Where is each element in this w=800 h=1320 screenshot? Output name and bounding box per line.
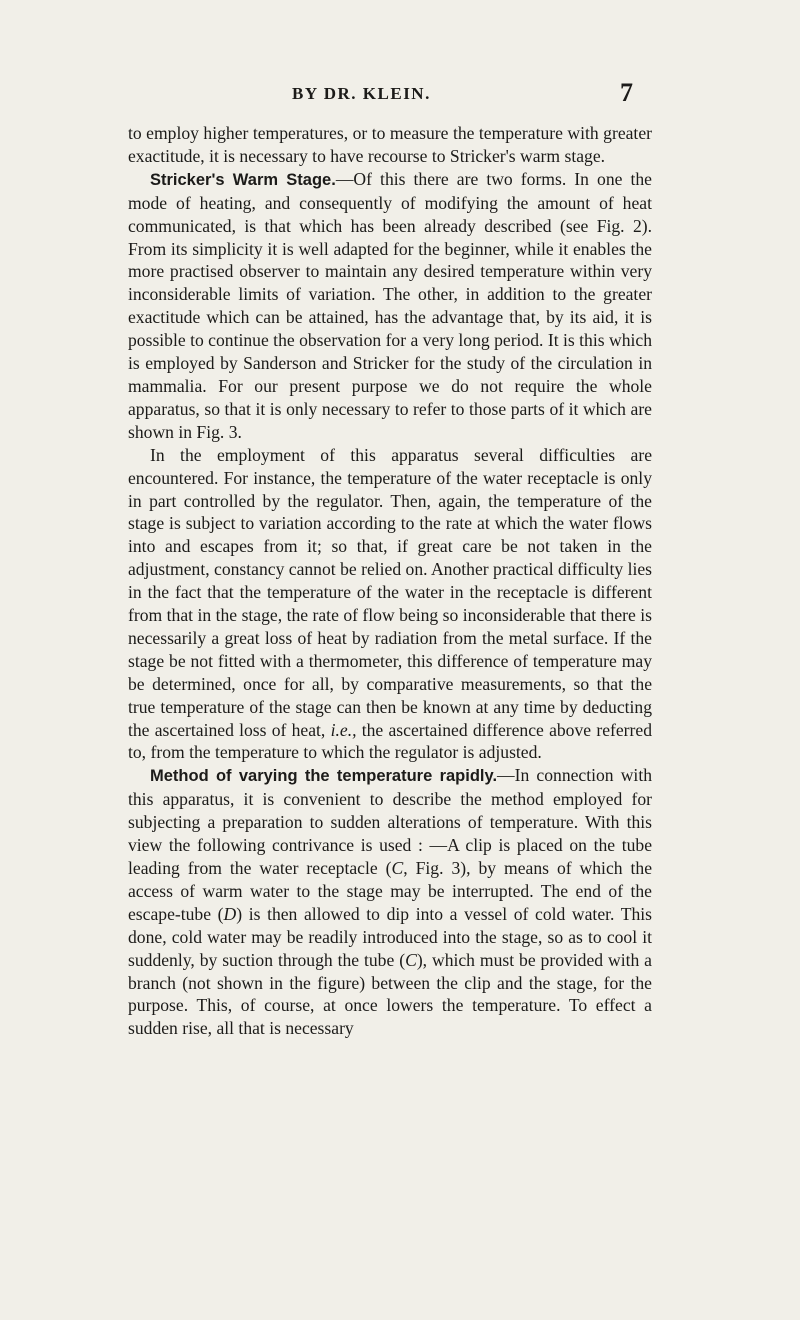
paragraph-text: —Of this there are two forms. In one the mode of heating, and consequently of modifying the amount of heat communicated, is that which has been already described (see Fig. 2). From its simplicity it is well adapted for the beginner, while it enables the more practised observer to maintain any desired temperature within very inconsiderable limits of variation. The other, in addition to the greater exactitude which can be attained, has the advantage that, by its aid, it is possible to continue the observation for a very long period. It is this which is employed by Sanderson and Stricker for the study of the circulation in mammalia. For our present purpose we do not require the whole apparatus, so that it is only necessary to refer to those parts of it which are shown in Fig. 3. xyxy=(128,168,652,442)
section-heading-rapid-method: Method of varying the temperature rapidly. xyxy=(150,767,498,786)
paragraph-rapid-method xyxy=(128,764,652,1040)
paragraph-continuation xyxy=(128,122,652,168)
body-text xyxy=(128,122,652,1040)
running-head: BY DR. KLEIN. xyxy=(292,84,431,103)
figure-letter: D xyxy=(223,903,237,924)
paragraph-text: ) is then allowed to dip into a vessel of cold water. This done, cold water may be readily introduced into the stage, so as to cool it suddenly, by suction through the tube ( xyxy=(128,903,652,970)
figure-letter: C xyxy=(391,858,404,878)
paragraph-difficulties xyxy=(128,444,652,765)
paragraph-text: to employ higher temperatures, or to measure the temperature with greater exactitude, it is necessary to have recourse to Stricker's warm stage. xyxy=(128,123,652,166)
paragraph-text: ), which must be provided with a branch (not shown in the figure) between the clip and the stage, for the purpose. This, of course, at once lowers the temperature. To effect a sudden rise, all that is necessary xyxy=(128,949,652,1039)
paragraph-text: the ascertained difference above referred to, from the temperature to which the regulator is adjusted. xyxy=(128,719,652,763)
page-number: 7 xyxy=(620,78,633,107)
paragraph-text: , Fig. 3), by means of which the access of warm water to the stage may be interrupted. The end of the escape-tube ( xyxy=(128,858,653,924)
paragraph-text: —In connection with this apparatus, it is convenient to describe the method employed for subjecting a preparation to sudden alterations of temperature. With this view the following contrivance is used : —A clip is placed on the tube leading from the water receptacle ( xyxy=(128,765,653,878)
paragraph-warm-stage xyxy=(128,168,652,444)
paragraph-text: In the employment of this apparatus several difficulties are encountered. For instance, the temperature of the water receptacle is only in part controlled by the regulator. Then, again, the temperature of the stage is subject to variation according to the rate at which the water flows into and escapes from it; so that, if great care be not taken in the adjustment, constancy cannot be relied on. Another practical difficulty lies in the fact that the temperature of the water in the receptacle is different from that in the stage, the rate of flow being so inconsiderable that there is necessarily a great loss of heat by radiation from the metal surface. If the stage be not fitted with a thermometer, this difference of temperature may be determined, once for all, by comparative measurements, so that the true temperature of the stage can then be known at any time by deducting the ascertained loss of heat, xyxy=(128,444,652,740)
italic-abbreviation: i.e., xyxy=(330,719,357,740)
figure-letter: C xyxy=(405,949,417,970)
section-heading-warm-stage: Stricker's Warm Stage. xyxy=(150,170,336,189)
page-header xyxy=(0,78,800,114)
